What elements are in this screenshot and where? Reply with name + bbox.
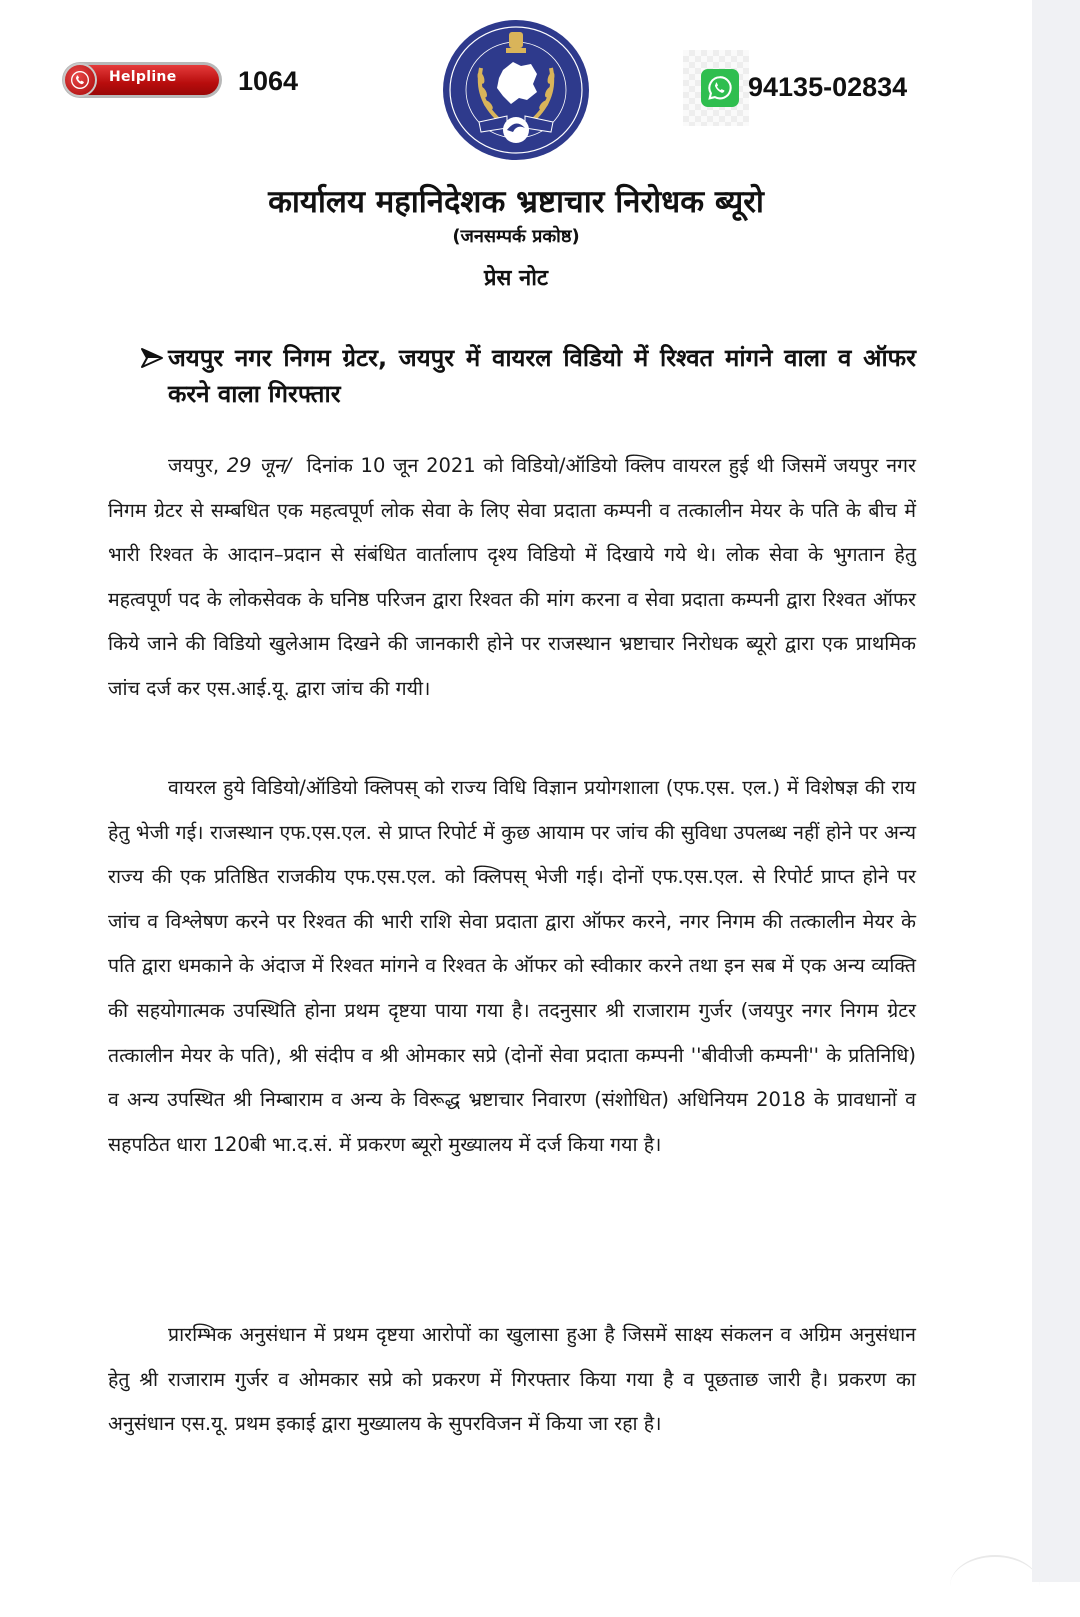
helpline-number: 1064: [238, 66, 299, 96]
office-subtitle: (जनसम्पर्क प्रकोष्ठ): [452, 226, 580, 247]
whatsapp-icon: [701, 69, 739, 107]
phone-icon: [63, 63, 97, 97]
office-title: कार्यालय महानिदेशक भ्रष्टाचार निरोधक ब्यूरो: [268, 184, 764, 220]
bullet-arrow-icon: [140, 346, 164, 370]
helpline-label: Helpline: [109, 69, 177, 85]
dateline-city: जयपुर,: [168, 454, 220, 477]
headline: [140, 340, 916, 412]
paragraph-2: वायरल हुये विडियो/ऑडियो क्लिपस् को राज्य विधि विज्ञान प्रयोगशाला (एफ.एस. एल.) में विशेषज्ञ की राय हेतु भेजी गई। राजस्थान एफ.एस.एल. से प्राप्त रिपोर्ट में कुछ आयाम पर जांच की सुविधा उपलब्ध नहीं होने पर अन्य राज्य की एक प्रतिष्ठित राजकीय एफ.एस.एल. को क्लिपस् भेजी गई। दोनों एफ.एस.एल. से रिपोर्ट प्राप्त होने पर जांच व विश्लेषण करने पर रिश्वत की भारी राशि सेवा प्रदाता द्वारा ऑफर करने, नगर निगम की तत्कालीन मेयर के पति द्वारा धमकाने के अंदाज में रिश्वत मांगने व रिश्वत के ऑफर को स्वीकार करने तथा इन सब में एक अन्य व्यक्ति की सहयोगात्मक उपस्थिति होना प्रथम दृष्टया पाया गया है। तदनुसार श्री राजाराम गुर्जर (जयपुर नगर निगम ग्रेटर तत्कालीन मेयर के पति), श्री संदीप व श्री ओमकार सप्रे (दोनों सेवा प्रदाता कम्पनी ''बीवीजी कम्पनी'' के प्रतिनिधि) व अन्य उपस्थित श्री निम्बाराम व अन्य के विरूद्ध भ्रष्टाचार निवारण (संशोधित) अधिनियम 2018 के प्रावधानों व सहपठित धारा 120बी भा.द.सं. में प्रकरण ब्यूरो मुख्यालय में दर्ज किया गया है।: [108, 776, 916, 1156]
page-curl-decoration: [950, 1555, 1040, 1617]
whatsapp-number: 94135-02834: [748, 72, 908, 102]
paragraph-1: [108, 444, 916, 712]
viewer-side-margin: [1032, 0, 1080, 1582]
press-note-heading: प्रेस नोट: [483, 266, 549, 291]
paragraph-3: प्रारम्भिक अनुसंधान में प्रथम दृष्टया आरोपों का खुलासा हुआ है जिसमें साक्ष्य संकलन व अग्रिम अनुसंधान हेतु श्री राजाराम गुर्जर व ओमकार सप्रे को प्रकरण में गिरफ्तार किया गया है व पूछताछ जारी है। प्रकरण का अनुसंधान एस.यू. प्रथम इकाई द्वारा मुख्यालय के सुपरविजन में किया जा रहा है।: [108, 1323, 916, 1436]
paragraph-1-text: दिनांक 10 जून 2021 को विडियो/ऑडियो क्लिप वायरल हुई थी जिसमें जयपुर नगर निगम ग्रेटर से सम्बधित एक महत्वपूर्ण लोक सेवा के लिए सेवा प्रदाता कम्पनी व तत्कालीन मेयर के पति के बीच में भारी रिश्वत के आदान–प्रदान से संबंधित वार्तालाप दृश्य विडियो में दिखाये गये थे। लोक सेवा के भुगतान हेतु महत्वपूर्ण पद के लोकसेवक के घनिष्ठ परिजन द्वारा रिश्वत की मांग करना व सेवा प्रदाता कम्पनी द्वारा रिश्वत ऑफर किये जाने की विडियो खुलेआम दिखने की जानकारी होने पर राजस्थान भ्रष्टाचार निरोधक ब्यूरो द्वारा एक प्राथमिक जांच दर्ज कर एस.आई.यू. द्वारा जांच की गयी।: [108, 454, 917, 700]
headline-text: जयपुर नगर निगम ग्रेटर, जयपुर में वायरल विडियो में रिश्वत मांगने वाला व ऑफर करने वाला गिरफ्तार: [168, 344, 916, 408]
dateline-date: 29 जून/: [226, 454, 292, 477]
helpline-badge: [62, 62, 222, 98]
acb-emblem-icon: [441, 18, 591, 162]
